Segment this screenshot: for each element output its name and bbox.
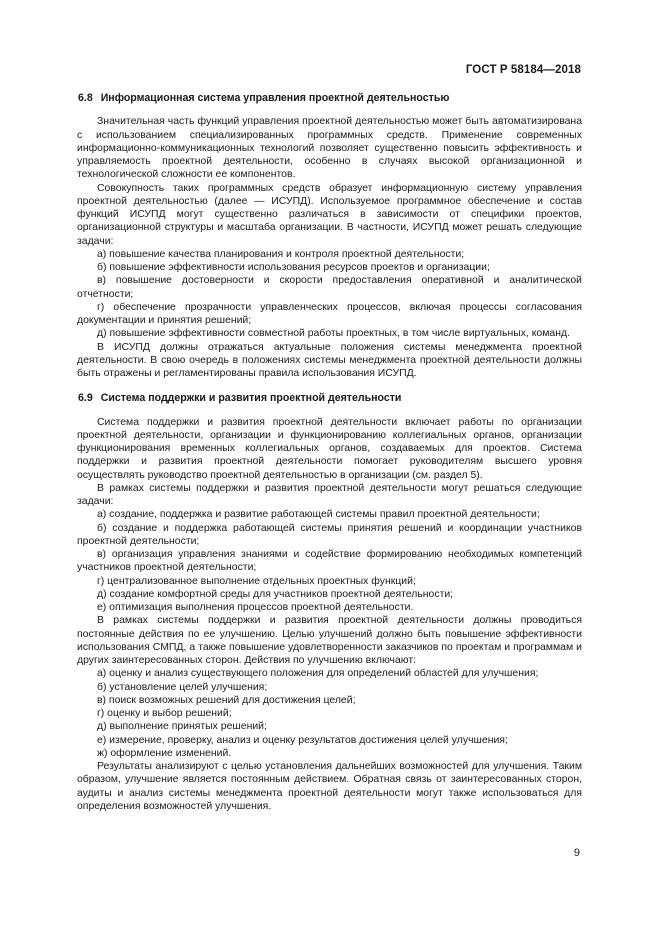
paragraph: Совокупность таких программных средств образует информационную систему управления проектной деятельностью (далее — ИСУПД). Используемое программное обеспечение и состав функций ИСУПД могут существенно различаться в зависимости от специфики проектов, организационной структуры и масштаба организации. В частности, ИСУПД может решать следующие задачи: bbox=[77, 182, 582, 247]
list-item: г) обеспечение прозрачности управленческих процессов, включая процессы согласования документации и принятия решений; bbox=[77, 301, 582, 326]
list-item: е) измерение, проверку, анализ и оценку результатов достижения целей улучшения; bbox=[97, 734, 508, 746]
section-number: 6.9 bbox=[78, 392, 93, 405]
list-item: д) создание комфортной среды для участников проектной деятельности; bbox=[97, 588, 454, 600]
paragraph: В рамках системы поддержки и развития проектной деятельности могут решаться следующие задачи: bbox=[77, 482, 582, 507]
list-item: г) централизованное выполнение отдельных проектных функций; bbox=[97, 575, 416, 587]
section-number: 6.8 bbox=[78, 92, 93, 104]
page-content bbox=[77, 92, 582, 813]
section-title: Система поддержки и развития проектной деятельности bbox=[100, 392, 402, 405]
section-heading-6-8 bbox=[77, 92, 582, 105]
list-item: д) повышение эффективности совместной работы проектных, в том числе виртуальных, команд. bbox=[97, 328, 570, 340]
list-item: б) повышение эффективности использования ресурсов проектов и организации; bbox=[97, 262, 490, 273]
list-item: в) повышение достоверности и скорости предоставления оперативной и аналитической отчетности; bbox=[77, 275, 582, 300]
list-item: г) оценку и выбор решений; bbox=[97, 708, 232, 719]
paragraph: Значительная часть функций управления проектной деятельностью может быть автоматизирована с использованием специализированных программных средств. Применение современных информационно-коммуникационных технологий позволяет существенно повысить эффективность и управляемость проектной деятельности, особенно в случаях высокой организационной и технологической сложности ее компонентов. bbox=[77, 116, 582, 181]
standard-designation: ГОСТ Р 58184—2018 bbox=[465, 64, 581, 76]
list-item: в) поиск возможных решений для достижения целей; bbox=[97, 694, 356, 706]
section-title: Информационная система управления проектной деятельностью bbox=[100, 92, 450, 104]
list-item: а) создание, поддержка и развитие работающей системы правил проектной деятельности; bbox=[97, 509, 540, 521]
list-item: б) установление целей улучшения; bbox=[97, 681, 268, 693]
list-item: б) создание и поддержка работающей системы принятия решений и координации участников проектной деятельности; bbox=[77, 522, 582, 547]
list-item: а) повышение качества планирования и контроля проектной деятельности; bbox=[97, 248, 465, 260]
list-item: ж) оформление изменений. bbox=[97, 747, 232, 759]
paragraph: Результаты анализируют с целью установления дальнейших возможностей для улучшения. Таким образом, улучшение является постоянным действием. Обратная связь от заинтересованных сторон, аудиты и анализ системы менеджмента проектной деятельности могут также использоваться для определения возможностей улучшения. bbox=[77, 761, 582, 812]
list-item: д) выполнение принятых решений; bbox=[97, 721, 267, 733]
list-item: в) организация управления знаниями и содействие формированию необходимых компетенций участников проектной деятельности; bbox=[77, 549, 582, 574]
page-number: 9 bbox=[573, 847, 580, 859]
list-item: е) оптимизация выполнения процессов проектной деятельности. bbox=[97, 602, 414, 613]
paragraph: В ИСУПД должны отражаться актуальные положения системы менеджмента проектной деятельности. В свою очередь в положениях системы менеджмента проектной деятельности должны быть отражены и регламентированы правила использования ИСУПД. bbox=[77, 341, 582, 379]
list-item: а) оценку и анализ существующего положения для определений областей для улучшения; bbox=[97, 668, 539, 680]
paragraph: В рамках системы поддержки и развития проектной деятельности должны проводиться постоянные действия по ее улучшению. Целью улучшений должно быть повышение эффективности использования СМПД, а также повышение удовлетворенности заказчиков по проектам и программам и других заинтересованных сторон. Действия по улучшению включают: bbox=[77, 615, 582, 666]
section-heading-6-9 bbox=[77, 392, 582, 405]
paragraph: Система поддержки и развития проектной деятельности включает работы по организации проектной деятельности, организации и функционированию коллегиальных органов, организации функционирования временных коллегиальных органов, создаваемых для проектов. Система поддержки и развития проектной деятельности помогает руководителям высшего уровня осуществлять руководство проектной деятельностью в организации (см. раздел 5). bbox=[77, 416, 582, 481]
